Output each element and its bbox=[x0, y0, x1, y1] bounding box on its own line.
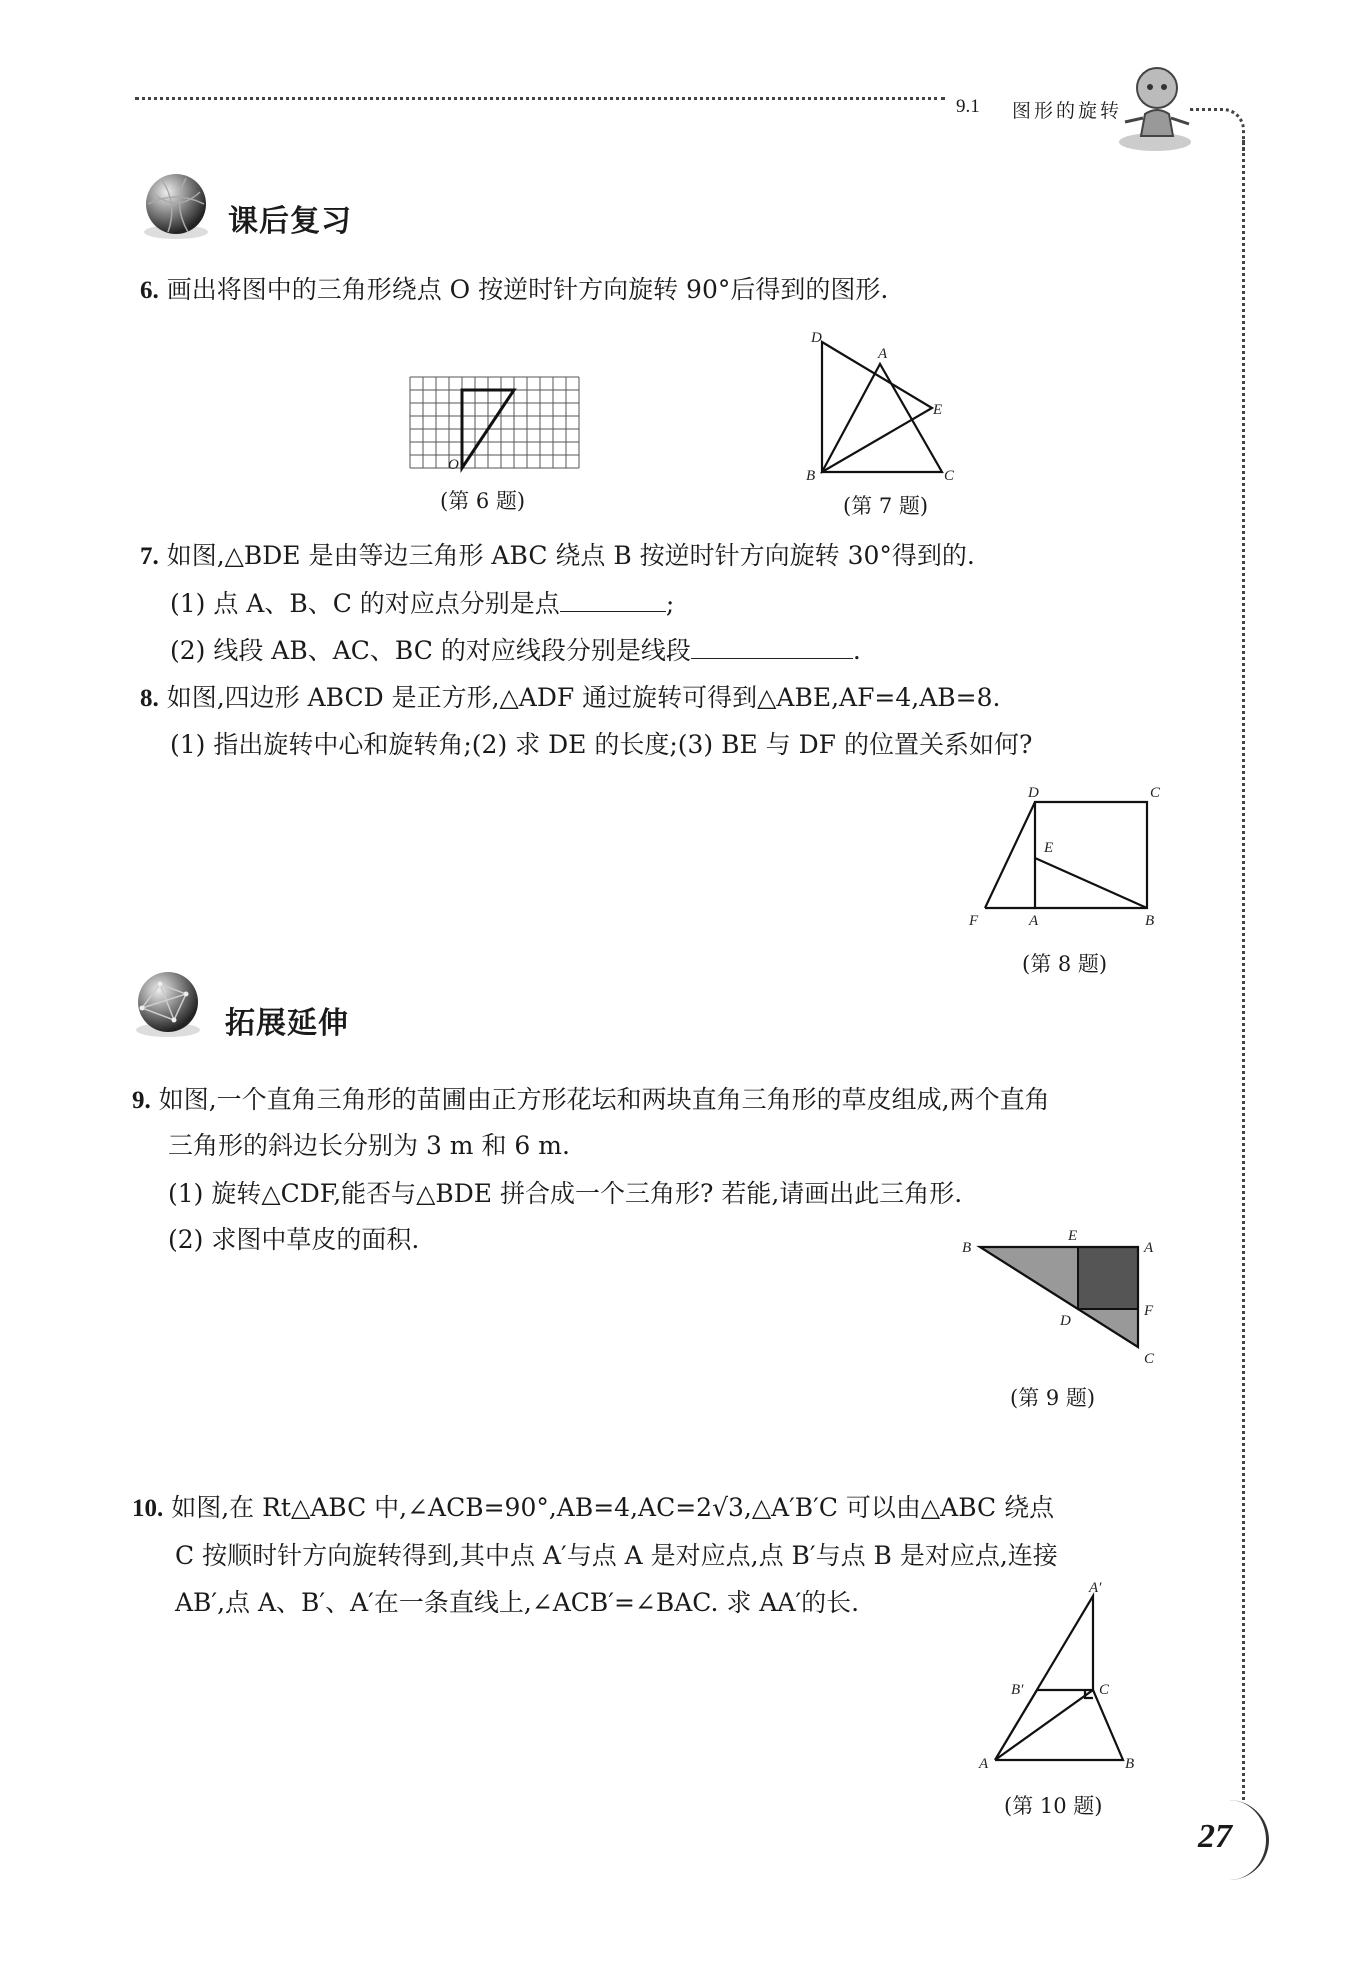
label-d: D bbox=[1060, 1313, 1071, 1329]
question-6 bbox=[140, 272, 888, 309]
label-o: O bbox=[448, 457, 459, 473]
question-9-part-2: (2) 求图中草皮的面积. bbox=[168, 1225, 420, 1254]
question-9-line-2: 三角形的斜边长分别为 3 m 和 6 m. bbox=[168, 1131, 570, 1160]
label-e: E bbox=[1068, 1228, 1078, 1244]
label-d: D bbox=[811, 330, 822, 346]
question-text: 画出将图中的三角形绕点 O 按逆时针方向旋转 90°后得到的图形. bbox=[166, 275, 889, 304]
caption-6: (第 6 题) bbox=[440, 489, 526, 513]
label-a: A bbox=[878, 346, 888, 362]
label-a: A bbox=[1144, 1240, 1154, 1256]
header-dotted-line-left bbox=[135, 97, 945, 100]
page-number: 27 bbox=[1198, 1818, 1232, 1855]
question-10-line-3: AB′,点 A、B′、A′在一条直线上,∠ACB′=∠BAC. 求 AA′的长. bbox=[175, 1588, 860, 1617]
question-text: 如图,△BDE 是由等边三角形 ABC 绕点 B 按逆时针方向旋转 30°得到的. bbox=[166, 541, 975, 570]
right-margin-dotted-line bbox=[1242, 140, 1245, 1800]
question-7-part-1 bbox=[170, 585, 674, 622]
mascot-icon bbox=[1115, 62, 1197, 158]
section-globe-icon bbox=[130, 968, 206, 1044]
question-10-line-2: C 按顺时针方向旋转得到,其中点 A′与点 A 是对应点,点 B′与点 B 是对应点,连接 bbox=[175, 1541, 1058, 1570]
question-number: 6. bbox=[140, 277, 159, 304]
question-7 bbox=[140, 538, 975, 575]
label-e: E bbox=[933, 402, 943, 418]
answer-blank[interactable] bbox=[560, 585, 666, 612]
label-a-prime: A′ bbox=[1089, 1580, 1102, 1596]
figure-8 bbox=[965, 780, 1165, 934]
question-9 bbox=[132, 1082, 1050, 1119]
question-8 bbox=[140, 680, 1000, 717]
question-number: 7. bbox=[140, 543, 159, 570]
caption-9: (第 9 题) bbox=[1010, 1386, 1096, 1410]
question-number: 8. bbox=[140, 685, 159, 712]
header-chapter-title: 图形的旋转 bbox=[1012, 100, 1123, 122]
label-c: C bbox=[1144, 1351, 1155, 1367]
question-7-part-2 bbox=[170, 632, 861, 669]
label-f: F bbox=[969, 913, 979, 929]
punctuation: . bbox=[852, 636, 861, 665]
header-dotted-line-right bbox=[1190, 108, 1245, 151]
figure-10 bbox=[975, 1580, 1145, 1784]
question-9-part-1: (1) 旋转△CDF,能否与△BDE 拼合成一个三角形? 若能,请画出此三角形. bbox=[168, 1179, 963, 1208]
sub-question-text: (1) 点 A、B、C 的对应点分别是点 bbox=[170, 589, 560, 618]
section-title-extension: 拓展延伸 bbox=[225, 1006, 349, 1041]
caption-10: (第 10 题) bbox=[1004, 1794, 1103, 1818]
label-b: B bbox=[1145, 913, 1155, 929]
label-c: C bbox=[1099, 1682, 1110, 1698]
section-title-review: 课后复习 bbox=[228, 204, 352, 239]
label-c: C bbox=[944, 468, 955, 482]
label-a: A bbox=[1029, 913, 1039, 929]
figure-7 bbox=[800, 322, 980, 486]
punctuation: ; bbox=[665, 589, 675, 618]
header-section-number: 9.1 bbox=[956, 96, 980, 117]
figure-6-grid bbox=[400, 372, 580, 478]
label-b-prime: B′ bbox=[1011, 1682, 1024, 1698]
label-b: B bbox=[1125, 1756, 1135, 1772]
answer-blank[interactable] bbox=[691, 632, 853, 659]
label-e: E bbox=[1044, 840, 1054, 856]
label-a: A bbox=[979, 1756, 989, 1772]
label-d: D bbox=[1028, 785, 1039, 801]
label-b: B bbox=[962, 1240, 972, 1256]
question-number: 10. bbox=[132, 1495, 164, 1522]
label-b: B bbox=[806, 468, 816, 482]
caption-8: (第 8 题) bbox=[1022, 952, 1108, 976]
caption-7: (第 7 题) bbox=[843, 494, 929, 518]
question-8-subparts: (1) 指出旋转中心和旋转角;(2) 求 DE 的长度;(3) BE 与 DF 的位置关系如何? bbox=[170, 730, 1033, 759]
question-text: 如图,一个直角三角形的苗圃由正方形花坛和两块直角三角形的草皮组成,两个直角 bbox=[158, 1085, 1050, 1114]
question-text: 如图,在 Rt△ABC 中,∠ACB=90°,AB=4,AC=2√3,△A′B′C 可以由△ABC 绕点 bbox=[171, 1493, 1055, 1522]
question-text: 如图,四边形 ABCD 是正方形,△ADF 通过旋转可得到△ABE,AF=4,AB=8. bbox=[166, 683, 1001, 712]
figure-9 bbox=[950, 1225, 1170, 1379]
question-number: 9. bbox=[132, 1087, 151, 1114]
section-globe-icon bbox=[138, 170, 214, 246]
label-f: F bbox=[1144, 1303, 1154, 1319]
question-10 bbox=[132, 1490, 1054, 1527]
sub-question-text: (2) 线段 AB、AC、BC 的对应线段分别是线段 bbox=[170, 636, 691, 665]
label-c: C bbox=[1150, 785, 1161, 801]
